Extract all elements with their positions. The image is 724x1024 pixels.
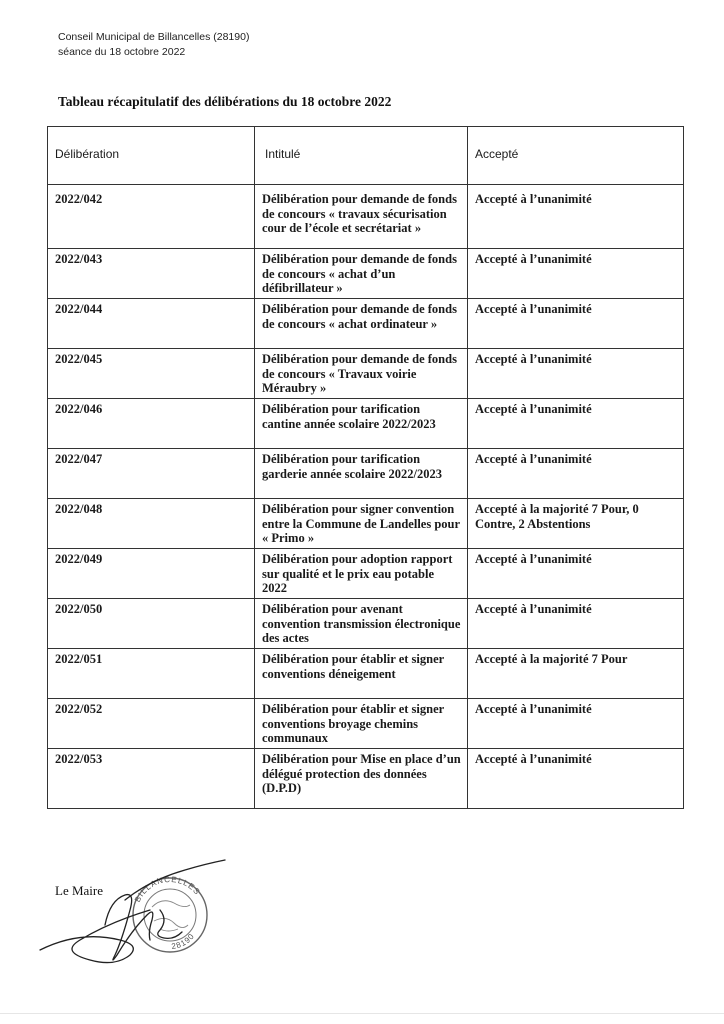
mayor-signature-stamp	[30, 855, 240, 980]
table-row	[48, 499, 684, 549]
deliberation-number: 2022/047	[48, 449, 255, 499]
table-row	[48, 599, 684, 649]
header-session-date: séance du 18 octobre 2022	[58, 46, 186, 58]
deliberation-result: Accepté à la majorité 7 Pour, 0 Contre, 2 Abstentions	[468, 499, 684, 549]
deliberation-result: Accepté à l’unanimité	[468, 185, 684, 249]
column-header-accepte: Accepté	[468, 127, 684, 185]
deliberation-intitule: Délibération pour avenant convention transmission électronique des actes	[255, 599, 468, 649]
deliberation-intitule: Délibération pour tarification cantine année scolaire 2022/2023	[255, 399, 468, 449]
deliberation-intitule: Délibération pour établir et signer conventions broyage chemins communaux	[255, 699, 468, 749]
deliberation-intitule: Délibération pour demande de fonds de concours « achat ordinateur »	[255, 299, 468, 349]
header-council-name: Conseil Municipal de Billancelles (28190)	[58, 31, 250, 43]
page-title: Tableau récapitulatif des délibérations du 18 octobre 2022	[58, 94, 392, 109]
table-row	[48, 399, 684, 449]
table-row	[48, 249, 684, 299]
table-header-row	[48, 127, 684, 185]
table-row	[48, 649, 684, 699]
deliberations-table	[47, 126, 684, 809]
deliberation-result: Accepté à l’unanimité	[468, 249, 684, 299]
deliberation-intitule: Délibération pour établir et signer conventions déneigement	[255, 649, 468, 699]
deliberation-result: Accepté à l’unanimité	[468, 549, 684, 599]
table-row	[48, 749, 684, 809]
stamp-text-top: BILLANCELLES	[132, 874, 203, 904]
deliberation-result: Accepté à l’unanimité	[468, 599, 684, 649]
deliberation-intitule: Délibération pour adoption rapport sur qualité et le prix eau potable 2022	[255, 549, 468, 599]
deliberation-number: 2022/046	[48, 399, 255, 449]
table-row	[48, 549, 684, 599]
deliberation-intitule: Délibération pour tarification garderie année scolaire 2022/2023	[255, 449, 468, 499]
deliberation-intitule: Délibération pour demande de fonds de concours « travaux sécurisation cour de l’école et secrétariat »	[255, 185, 468, 249]
deliberation-intitule: Délibération pour signer convention entre la Commune de Landelles pour « Primo »	[255, 499, 468, 549]
deliberation-number: 2022/043	[48, 249, 255, 299]
deliberation-result: Accepté à l’unanimité	[468, 399, 684, 449]
deliberation-result: Accepté à l’unanimité	[468, 749, 684, 809]
page-bottom-edge	[0, 1013, 724, 1014]
table-row	[48, 349, 684, 399]
deliberation-number: 2022/042	[48, 185, 255, 249]
deliberation-result: Accepté à la majorité 7 Pour	[468, 649, 684, 699]
deliberation-result: Accepté à l’unanimité	[468, 299, 684, 349]
deliberation-intitule: Délibération pour Mise en place d’un délégué protection des données (D.P.D)	[255, 749, 468, 809]
mayor-label: Le Maire	[55, 883, 104, 898]
deliberation-intitule: Délibération pour demande de fonds de concours « achat d’un défibrillateur »	[255, 249, 468, 299]
document-header	[58, 30, 249, 60]
deliberation-intitule: Délibération pour demande de fonds de concours « Travaux voirie Méraubry »	[255, 349, 468, 399]
column-header-deliberation: Délibération	[48, 127, 255, 185]
stamp-text-bottom: 28190	[170, 931, 197, 952]
column-header-intitule: Intitulé	[255, 127, 468, 185]
deliberation-number: 2022/048	[48, 499, 255, 549]
deliberation-number: 2022/044	[48, 299, 255, 349]
deliberation-result: Accepté à l’unanimité	[468, 349, 684, 399]
table-row	[48, 699, 684, 749]
deliberation-number: 2022/049	[48, 549, 255, 599]
deliberation-number: 2022/052	[48, 699, 255, 749]
deliberation-result: Accepté à l’unanimité	[468, 449, 684, 499]
deliberation-number: 2022/045	[48, 349, 255, 399]
table-row	[48, 299, 684, 349]
deliberation-result: Accepté à l’unanimité	[468, 699, 684, 749]
deliberation-number: 2022/053	[48, 749, 255, 809]
table-row	[48, 185, 684, 249]
table-row	[48, 449, 684, 499]
svg-text:28190	[171, 932, 197, 952]
deliberation-number: 2022/050	[48, 599, 255, 649]
deliberation-number: 2022/051	[48, 649, 255, 699]
